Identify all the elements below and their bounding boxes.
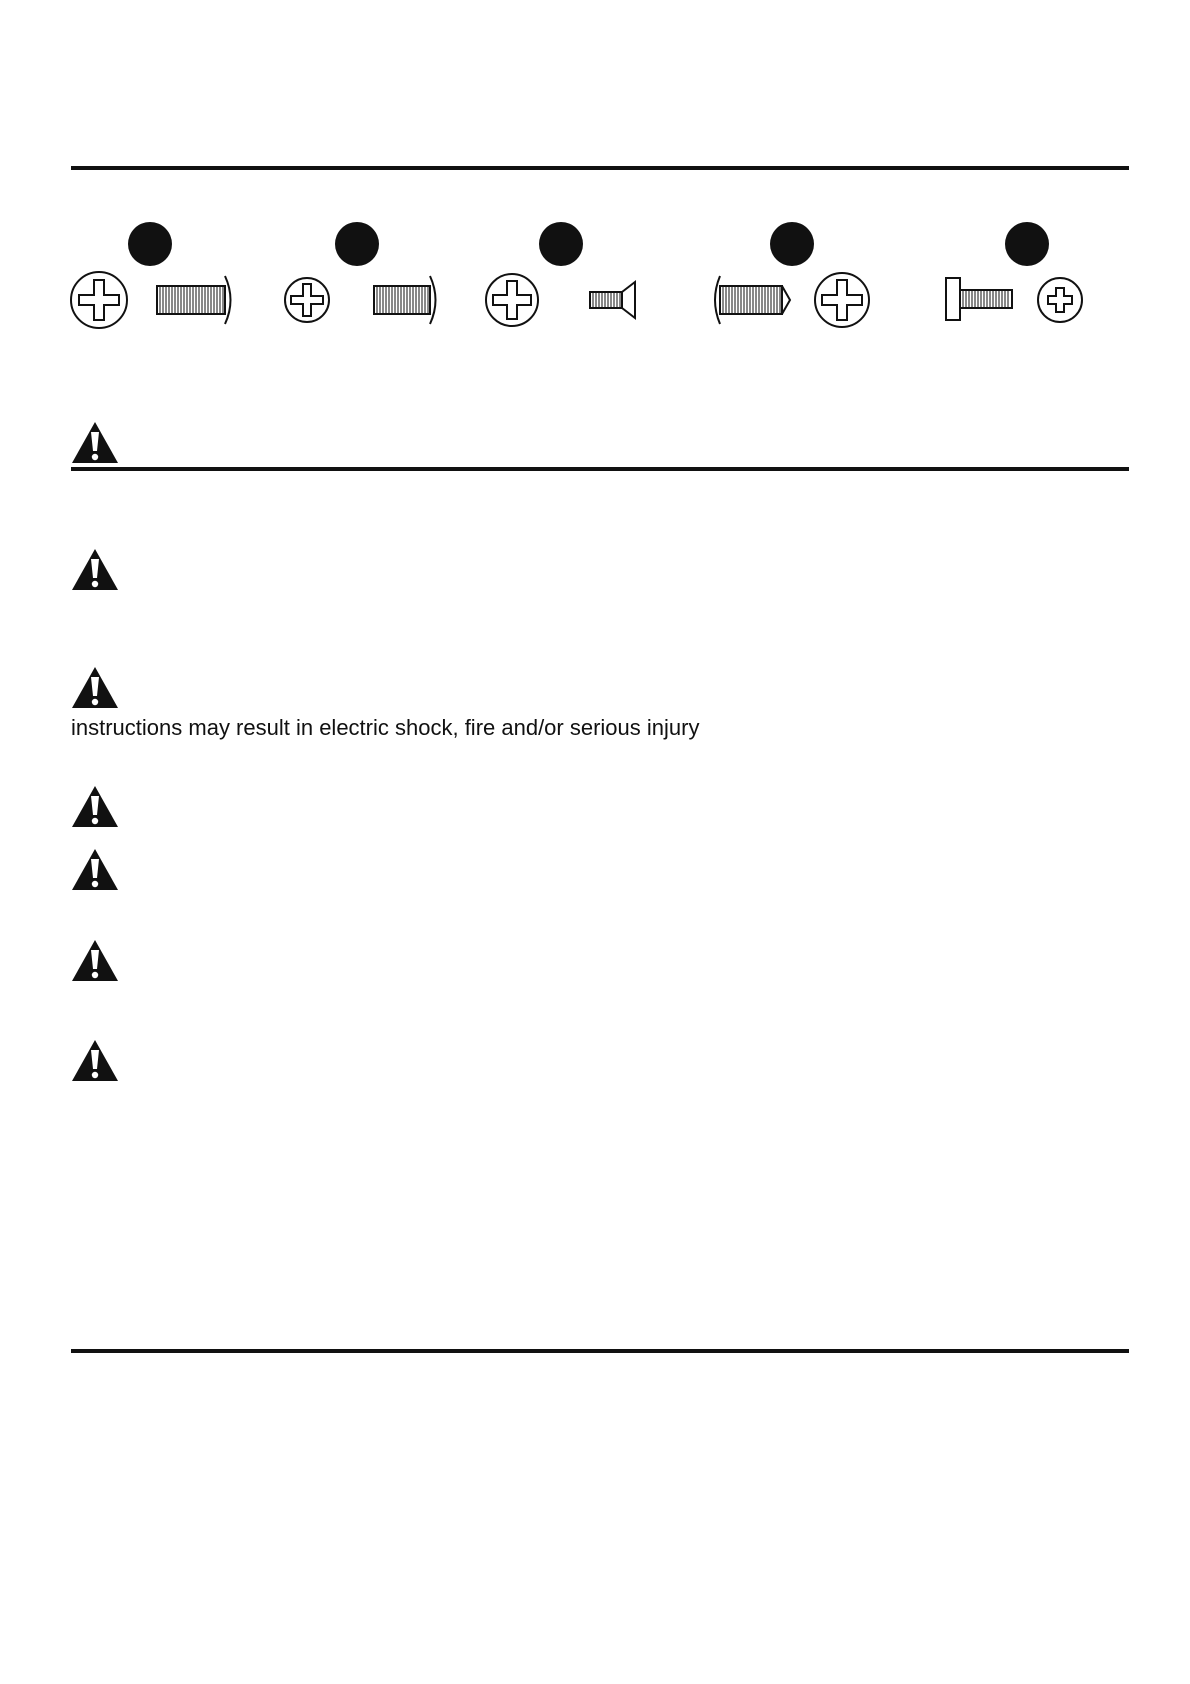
hardware-item-4 [708, 220, 878, 340]
hardware-badge-4 [770, 222, 814, 266]
warning-triangle-icon [70, 1038, 120, 1083]
phillips-head-icon [1038, 278, 1082, 322]
warning-triangle-icon [70, 420, 120, 465]
hardware-item-1 [70, 220, 240, 340]
cylinder-head-screw-icon [946, 278, 1012, 320]
warning-triangle-icon [70, 547, 120, 592]
top-divider [71, 166, 1129, 170]
hardware-item-2 [283, 220, 448, 340]
hardware-item-5 [940, 220, 1090, 340]
hardware-badge-2 [335, 222, 379, 266]
self-tapping-screw-icon [715, 276, 790, 324]
warning-triangle-icon [70, 847, 120, 892]
warning-triangle-icon [70, 784, 120, 829]
pan-head-screw-icon [157, 276, 231, 324]
hardware-item-3 [485, 220, 645, 340]
pan-head-screw-icon [374, 276, 436, 324]
bottom-divider [71, 1349, 1129, 1353]
warning-instructions-text: instructions may result in electric shock, fire and/or serious injury [71, 715, 700, 740]
phillips-head-icon [815, 273, 869, 327]
hardware-badge-3 [539, 222, 583, 266]
hardware-badge-5 [1005, 222, 1049, 266]
warning-triangle-icon [70, 665, 120, 710]
warnings-divider [71, 467, 1129, 471]
countersunk-screw-icon [590, 282, 635, 318]
phillips-head-icon [486, 274, 538, 326]
hardware-badge-1 [128, 222, 172, 266]
phillips-head-icon [285, 278, 329, 322]
phillips-head-icon [71, 272, 127, 328]
warning-triangle-icon [70, 938, 120, 983]
